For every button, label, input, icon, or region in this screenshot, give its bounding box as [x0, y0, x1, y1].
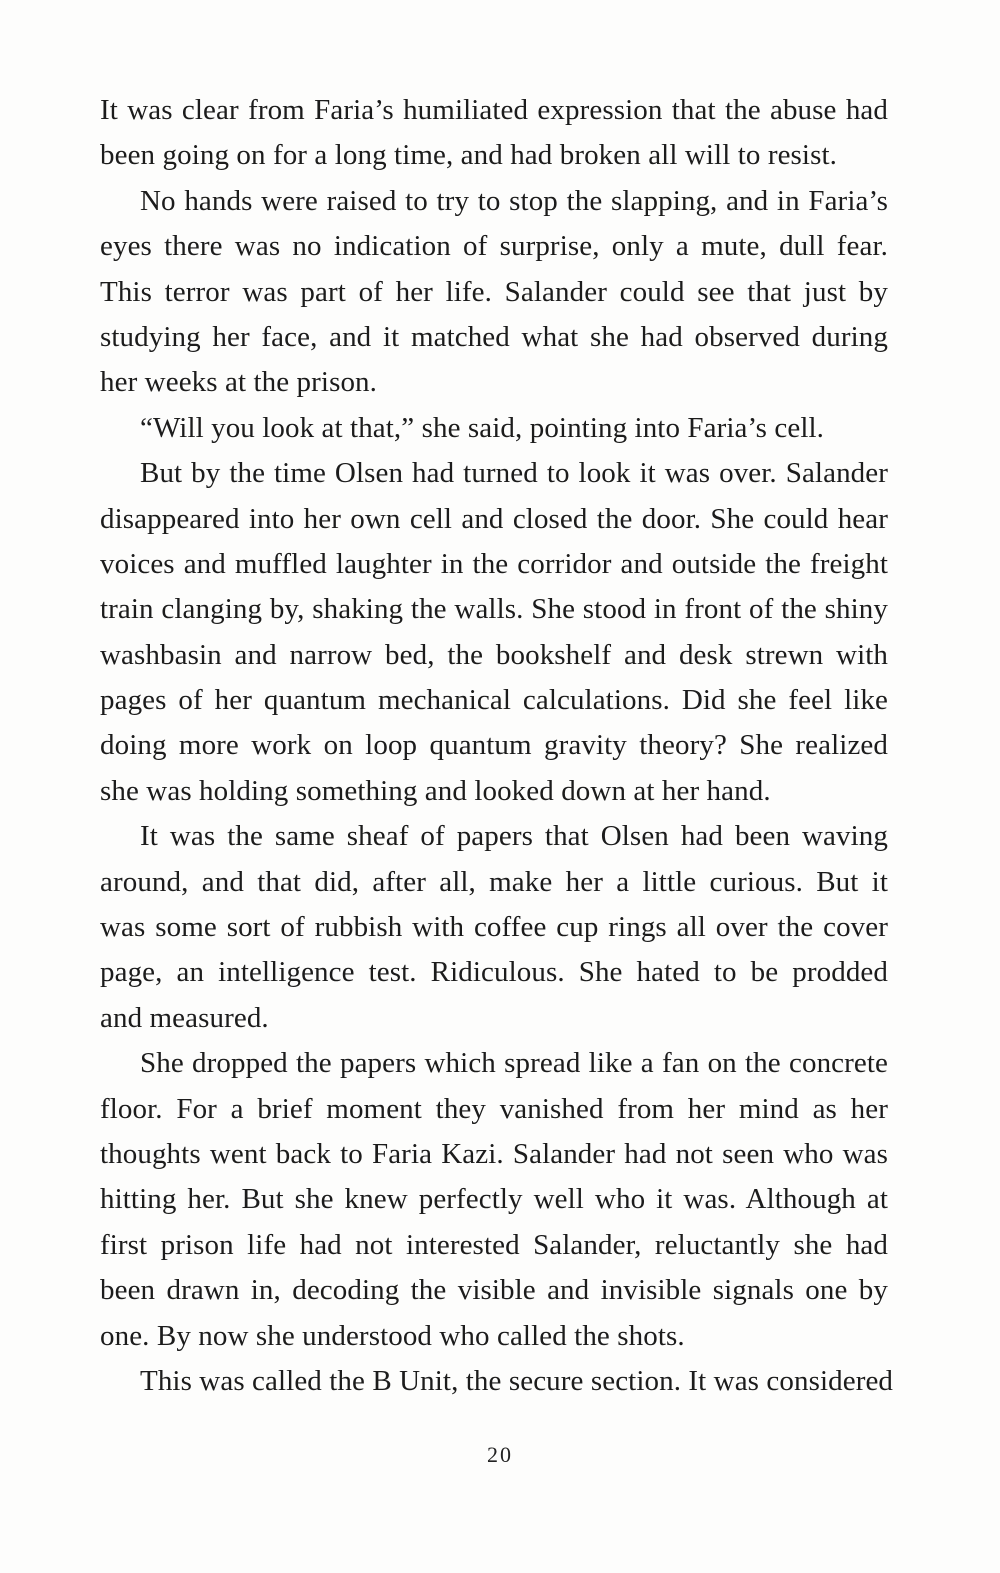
- text-line: voices and muffled laughter in the corridor and outside the freight: [100, 547, 888, 580]
- text-line: and measured.: [100, 1001, 269, 1034]
- text-line: No hands were raised to try to stop the slapping, and in Faria’s: [140, 184, 888, 217]
- text-line: hitting her. But she knew perfectly well who it was. Although at: [100, 1183, 888, 1216]
- text-line: disappeared into her own cell and closed the door. She could hear: [100, 502, 888, 535]
- text-line: washbasin and narrow bed, the bookshelf and desk strewn with: [100, 638, 888, 671]
- text-line: page, an intelligence test. Ridiculous. She hated to be prodded: [100, 956, 888, 989]
- text-line: was some sort of rubbish with coffee cup rings all over the cover: [100, 911, 888, 944]
- text-line: studying her face, and it matched what she had observed during: [100, 320, 888, 353]
- text-line: been drawn in, decoding the visible and invisible signals one by: [100, 1274, 888, 1307]
- body-text: [100, 88, 894, 1404]
- text-line: doing more work on loop quantum gravity theory? She realized: [100, 729, 888, 762]
- text-line: It was the same sheaf of papers that Olsen had been waving: [140, 820, 888, 853]
- text-line: first prison life had not interested Salander, reluctantly she had: [100, 1228, 888, 1261]
- text-line: train clanging by, shaking the walls. She stood in front of the shiny: [100, 593, 888, 626]
- text-line: “Will you look at that,” she said, pointing into Faria’s cell.: [140, 411, 824, 444]
- text-line: pages of her quantum mechanical calculations. Did she feel like: [100, 684, 888, 717]
- text-line: thoughts went back to Faria Kazi. Salander had not seen who was: [100, 1137, 888, 1170]
- text-line: she was holding something and looked down at her hand.: [100, 774, 771, 807]
- page-number: 20: [487, 1442, 513, 1467]
- text-line: eyes there was no indication of surprise, only a mute, dull fear.: [100, 230, 888, 263]
- text-line: been going on for a long time, and had broken all will to resist.: [100, 139, 837, 172]
- text-line: around, and that did, after all, make her a little curious. But it: [100, 865, 888, 898]
- text-line: This terror was part of her life. Salander could see that just by: [100, 275, 888, 308]
- text-line: It was clear from Faria’s humiliated expression that the abuse had: [100, 94, 888, 126]
- text-line: her weeks at the prison.: [100, 366, 378, 399]
- text-line: one. By now she understood who called the shots.: [100, 1319, 685, 1352]
- text-line: floor. For a brief moment they vanished from her mind as her: [100, 1092, 888, 1125]
- text-line: This was called the B Unit, the secure section. It was considered: [140, 1364, 894, 1397]
- text-line: But by the time Olsen had turned to look it was over. Salander: [140, 457, 888, 490]
- text-line: She dropped the papers which spread like a fan on the concrete: [140, 1047, 888, 1080]
